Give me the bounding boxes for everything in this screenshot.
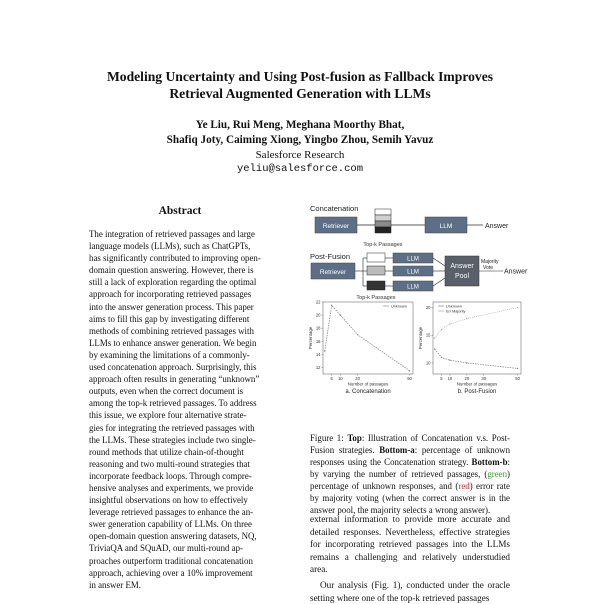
abstract-line: proaches outperform traditional concatenation bbox=[89, 555, 253, 566]
abstract-line: leverage retrieved passages to enhance the an- bbox=[89, 507, 254, 518]
data-point bbox=[434, 348, 435, 349]
abstract-line: insightful observations on how to effectively bbox=[89, 495, 248, 506]
caption-green: green bbox=[487, 469, 508, 479]
abstract-line: The integration of retrieved passages and large bbox=[89, 229, 255, 239]
chart-subtitle: a. Concatenation bbox=[345, 389, 391, 395]
series-line-unknown bbox=[435, 349, 518, 368]
y-axis-label: Percentage bbox=[418, 326, 423, 350]
legend-label: Unknown bbox=[446, 304, 462, 309]
x-tick-label: 50 bbox=[515, 376, 520, 381]
arrow-pf-7 bbox=[433, 278, 445, 286]
y-tick-label: 18 bbox=[315, 325, 321, 331]
data-point bbox=[517, 368, 518, 369]
abstract-line: in answer EM. bbox=[89, 579, 142, 590]
data-point bbox=[340, 314, 341, 315]
affiliation: Salesforce Research bbox=[255, 149, 345, 161]
data-point bbox=[331, 305, 332, 306]
abstract-line: has significantly contributed to improving open- bbox=[89, 253, 261, 264]
passage-stack-2 bbox=[375, 215, 391, 221]
passage-stack-4 bbox=[375, 227, 391, 233]
abstract-line: used concatenation approach. Surprisingly, this bbox=[89, 362, 257, 373]
body-paragraph-1: external information to provide more accurate and detailed responses. Nevertheless, effective strategies for incorporating retrieved passages into the LLMs remains a challenging and relatively understudied area. bbox=[310, 514, 510, 575]
legend-label: Err Majority bbox=[446, 309, 466, 314]
abstract-line: language models (LLMs), such as ChatGPTs, bbox=[89, 241, 251, 252]
x-tick-label: 5 bbox=[440, 376, 443, 381]
abstract-line: hensive analyses and experiments, we provide bbox=[89, 482, 254, 493]
abstract-line: this issue, we explore four alternative strate- bbox=[89, 410, 247, 421]
abstract-line: among the top-k retrieved passages. To address bbox=[89, 398, 257, 409]
data-point bbox=[466, 318, 467, 319]
topk-label: Top-k Passages bbox=[363, 242, 403, 248]
concat-label: Concatenation bbox=[310, 204, 359, 213]
y-tick-label: 20 bbox=[315, 312, 321, 318]
postfusion-label: Post-Fusion bbox=[310, 252, 351, 261]
caption-t5: ) error rate by majority voting (when the correct answer is in the answer pool, the majority selects a wrong answer). bbox=[310, 481, 511, 515]
abstract-line: still a lack of exploration regarding the optimal bbox=[89, 277, 257, 288]
x-tick-label: 50 bbox=[407, 376, 412, 381]
y-tick-label: 10 bbox=[425, 360, 431, 366]
body-text bbox=[310, 513, 510, 604]
title-line-1: Modeling Uncertainty and Using Post-fusion as Fallback Improves bbox=[106, 69, 494, 84]
caption-fig: Figure 1: bbox=[310, 433, 348, 443]
abstract-line: swer generation capability of LLMs. On three bbox=[89, 519, 252, 530]
x-tick-label: 30 bbox=[481, 376, 487, 381]
x-tick-label: 10 bbox=[337, 376, 343, 381]
abstract-line: by examining the limitations of a commonly- bbox=[89, 349, 250, 360]
retriever-label-postfusion: Retriever bbox=[319, 269, 347, 276]
abstract-line: domain question answering. However, there is bbox=[89, 265, 254, 276]
data-point bbox=[441, 357, 442, 358]
answer-label-concat: Answer bbox=[485, 223, 509, 230]
y-axis-label: Percentage bbox=[308, 326, 313, 350]
answer-pool-line-1: Answer bbox=[450, 263, 474, 270]
data-point bbox=[409, 370, 410, 371]
y-tick-label: 22 bbox=[315, 299, 321, 305]
caption-t1: : Illustration of Concatenation v.s. Post-Fusion strategies. bbox=[310, 433, 510, 455]
llm-label-pf-3: LLM bbox=[407, 284, 419, 291]
caption-red: red bbox=[458, 481, 470, 491]
y-tick-label: 15 bbox=[425, 332, 431, 338]
x-tick-label: 20 bbox=[464, 376, 470, 381]
llm-label-pf-2: LLM bbox=[407, 269, 419, 276]
pf-passage-3 bbox=[367, 281, 385, 290]
chart-concatenation bbox=[308, 300, 413, 396]
pf-passage-1 bbox=[367, 253, 385, 262]
abstract-line: open-domain question answering datasets, NQ, bbox=[89, 531, 257, 542]
caption-top: Top bbox=[347, 433, 362, 443]
chart-subtitle: b. Post-Fusion bbox=[457, 389, 497, 395]
data-point bbox=[449, 323, 450, 324]
passage-stack-3 bbox=[375, 221, 391, 227]
topk-label-postfusion: Top-k Passages bbox=[356, 295, 396, 301]
y-tick-label: 14 bbox=[315, 351, 321, 357]
email: yeliu@salesforce.com bbox=[236, 163, 364, 175]
majority-line-2: Vote bbox=[483, 265, 494, 271]
abstract-line: approach, achieving over a 10% improvement bbox=[89, 567, 253, 578]
arrow-pf-5 bbox=[433, 258, 445, 266]
legend-label: Unknown bbox=[391, 304, 407, 309]
caption-t4: ) percentage of unknown responses, and ( bbox=[310, 469, 510, 491]
body-paragraph-2: Our analysis (Fig. 1), conducted under the oracle setting where one of the top-k retrieved passages bbox=[310, 579, 510, 603]
abstract-line: methods of combining retrieved passages with bbox=[89, 325, 254, 336]
abstract-line: into the answer generation process. This paper bbox=[89, 301, 254, 312]
passage-stack-1 bbox=[375, 209, 391, 215]
answer-label-postfusion: Answer bbox=[504, 268, 528, 276]
abstract-line: round methods that utilize chain-of-thought bbox=[89, 446, 244, 457]
data-point bbox=[357, 334, 358, 335]
series-line-unknown bbox=[325, 305, 410, 370]
y-tick-label: 12 bbox=[315, 364, 321, 370]
llm-label-pf-1: LLM bbox=[407, 256, 419, 263]
caption-t2: : percentage of unknown responses using the Concatenation strategy. bbox=[310, 445, 511, 467]
y-tick-label: 16 bbox=[315, 338, 321, 344]
abstract-line: TriviaQA and SQuAD, our multi-round ap- bbox=[89, 543, 243, 554]
abstract-body bbox=[89, 228, 277, 591]
caption-bottom-b: Bottom-b bbox=[471, 457, 508, 467]
author-list bbox=[60, 118, 540, 148]
data-point bbox=[466, 362, 467, 363]
data-point bbox=[449, 359, 450, 360]
abstract-line: approach for incorporating retrieved passages bbox=[89, 289, 252, 300]
figure-1 bbox=[305, 200, 530, 400]
answer-pool-box bbox=[445, 256, 479, 286]
data-point bbox=[434, 337, 435, 338]
abstract-line: outputs, even when the correct document is bbox=[89, 386, 244, 397]
abstract-line: reasoning and two multi-round strategies that bbox=[89, 458, 250, 469]
abstract-line: gies for integrating the retrieved passages with bbox=[89, 422, 255, 433]
abstract-line: the LLMs. These strategies include two single- bbox=[89, 434, 256, 445]
answer-pool-line-2: Pool bbox=[454, 273, 470, 280]
majority-line-1: Majority bbox=[481, 259, 499, 265]
data-point bbox=[517, 307, 518, 308]
data-point bbox=[441, 329, 442, 330]
x-tick-label: 20 bbox=[355, 376, 360, 381]
figure-caption bbox=[310, 432, 510, 516]
abstract-line: incorporate feedback loops. Through compre- bbox=[89, 470, 252, 481]
llm-label-concat: LLM bbox=[439, 223, 453, 230]
authors-line-2: Shafiq Joty, Caiming Xiong, Yingbo Zhou, Semih Yavuz bbox=[166, 134, 434, 146]
abstract-line: aims to fill this gap by investigating different bbox=[89, 313, 250, 324]
caption-bottom-a: Bottom-a bbox=[379, 445, 415, 455]
data-point bbox=[324, 350, 325, 351]
abstract-heading: Abstract bbox=[158, 205, 202, 217]
retriever-label-concat: Retriever bbox=[322, 223, 350, 230]
x-axis-label: Number of passages bbox=[347, 381, 389, 387]
x-tick-label: 10 bbox=[447, 376, 453, 381]
y-tick-label: 20 bbox=[425, 305, 431, 311]
caption-t3: : by varying the number of retrieved passages, ( bbox=[310, 457, 510, 479]
plot-frame bbox=[323, 302, 413, 374]
chart-postfusion bbox=[418, 302, 521, 395]
x-axis-label: Number of passages bbox=[456, 381, 498, 387]
x-tick-label: 5 bbox=[330, 376, 333, 381]
abstract-line: LLMs to enhance answer generation. We begin bbox=[89, 337, 257, 348]
title-line-2: Retrieval Augmented Generation with LLMs bbox=[169, 86, 431, 101]
authors-line-1: Ye Liu, Rui Meng, Meghana Moorthy Bhat, bbox=[195, 119, 405, 131]
abstract-line: approach often results in generating “unknown” bbox=[89, 374, 260, 385]
paper-title bbox=[40, 68, 560, 102]
pf-passage-2 bbox=[367, 266, 385, 275]
